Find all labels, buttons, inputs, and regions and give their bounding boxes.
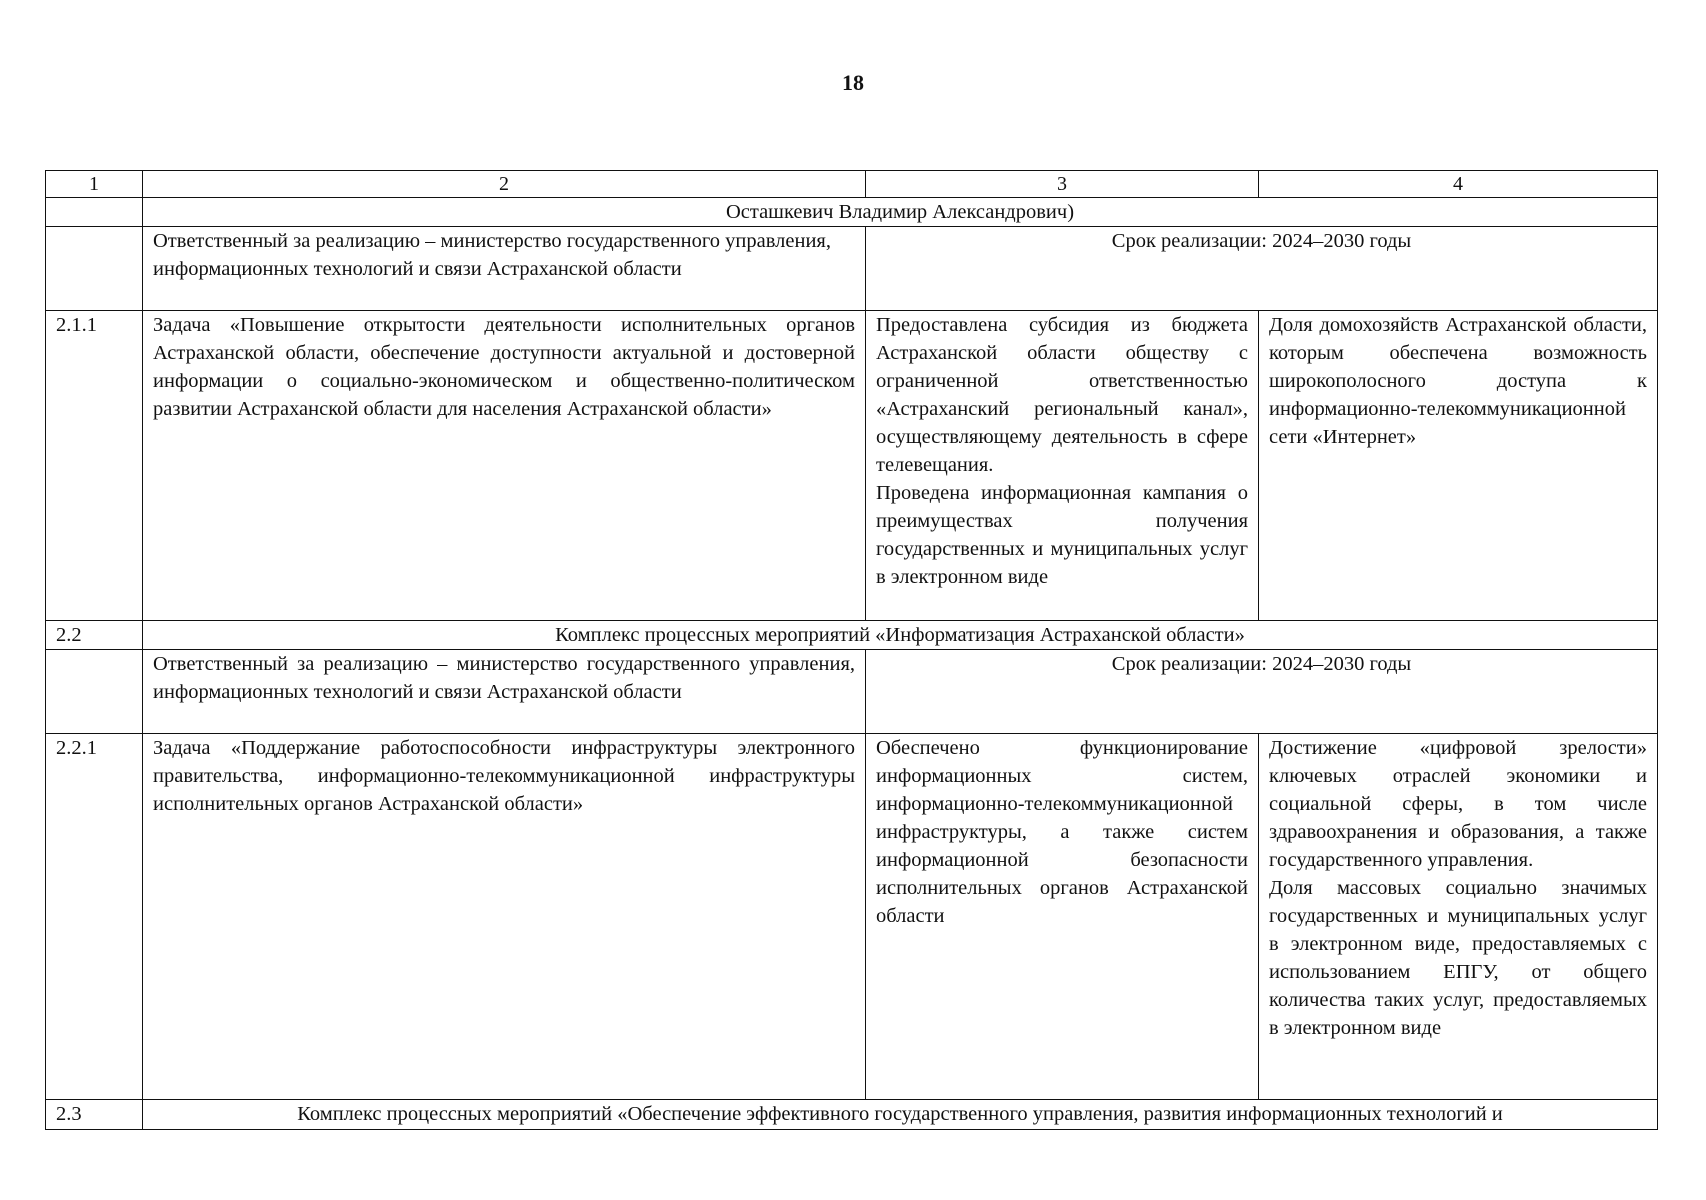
row-number (46, 227, 143, 311)
section-title: Комплекс процессных мероприятий «Обеспечение эффективного государственного управления, развития информационных технологий и (143, 1100, 1658, 1130)
results-cell (866, 734, 1259, 1100)
page-number: 18 (842, 70, 864, 95)
task-cell: Задача «Повышение открытости деятельности исполнительных органов Астраханской области, обеспечение доступности актуальной и достоверной информации о социально-экономическом и общественно-политическом развитии Астраханской области для населения Астраханской области» (143, 311, 866, 621)
row-number: 2.2 (46, 621, 143, 650)
task-cell: Задача «Поддержание работоспособности инфраструктуры электронного правительства, информационно-телекоммуникационной инфраструктуры исполнительных органов Астраханской области» (143, 734, 866, 1100)
section-title: Осташкевич Владимир Александрович) (143, 198, 1658, 227)
term-cell: Срок реализации: 2024–2030 годы (866, 650, 1658, 734)
row-number (46, 198, 143, 227)
indicators-cell (1259, 311, 1658, 621)
column-header-2: 2 (143, 171, 866, 198)
result-paragraph: Проведена информационная кампания о преимуществах получения государственных и муниципальных услуг в электронном виде (876, 482, 1248, 588)
row-number: 2.3 (46, 1100, 143, 1130)
table-row (46, 621, 1658, 650)
responsible-cell: Ответственный за реализацию – министерство государственного управления, информационных технологий и связи Астраханской области (143, 650, 866, 734)
indicator-paragraph: Достижение «цифровой зрелости» ключевых отраслей экономики и социальной сферы, в том числе здравоохранения и образования, а также государственного управления. (1269, 737, 1647, 871)
responsible-cell: Ответственный за реализацию – министерство государственного управления, информационных технологий и связи Астраханской области (143, 227, 866, 311)
results-cell (866, 311, 1259, 621)
table-row (46, 650, 1658, 734)
header-row (46, 171, 1658, 198)
indicator-paragraph: Доля массовых социально значимых государственных и муниципальных услуг в электронном виде, предоставляемых с использованием ЕПГУ, от общего количества таких услуг, предоставляемых в электронном виде (1269, 877, 1647, 1039)
term-cell: Срок реализации: 2024–2030 годы (866, 227, 1658, 311)
row-number: 2.2.1 (46, 734, 143, 1100)
table-row (46, 1100, 1658, 1130)
result-paragraph: Обеспечено функционирование информационных систем, информационно-телекоммуникационной инфраструктуры, а также систем информационной безопасности исполнительных органов Астраханской области (876, 737, 1248, 927)
indicator-paragraph: Доля домохозяйств Астраханской области, которым обеспечена возможность широкополосного доступа к информационно-телекоммуникационной сети «Интернет» (1269, 314, 1647, 448)
column-header-3: 3 (866, 171, 1259, 198)
table-row (46, 734, 1658, 1100)
table-row (46, 227, 1658, 311)
table-row (46, 311, 1658, 621)
result-paragraph: Предоставлена субсидия из бюджета Астраханской области обществу с ограниченной ответственностью «Астраханский региональный канал», осуществляющему деятельность в сфере телевещания. (876, 314, 1248, 476)
row-number: 2.1.1 (46, 311, 143, 621)
column-header-4: 4 (1259, 171, 1658, 198)
table-row (46, 198, 1658, 227)
program-table (45, 170, 1658, 1130)
indicators-cell (1259, 734, 1658, 1100)
row-number (46, 650, 143, 734)
section-title: Комплекс процессных мероприятий «Информатизация Астраханской области» (143, 621, 1658, 650)
column-header-1: 1 (46, 171, 143, 198)
